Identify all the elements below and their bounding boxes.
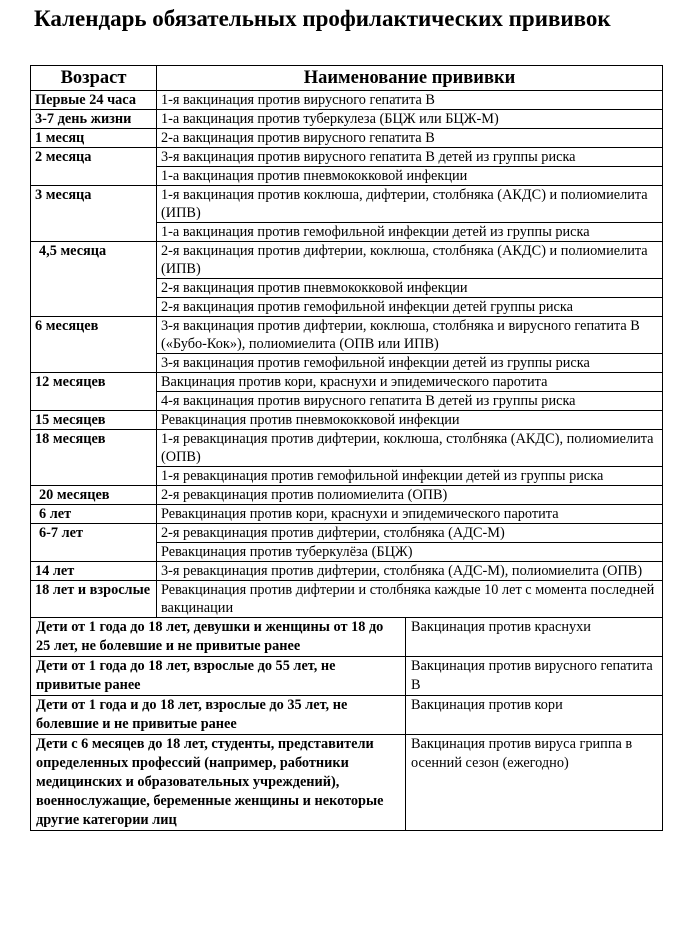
age-label: 20 месяцев xyxy=(39,487,110,503)
vaccine-cell: 1-а вакцинация против туберкулеза (БЦЖ или БЦЖ-М) xyxy=(157,110,663,129)
schedule-table xyxy=(30,65,663,618)
table-row xyxy=(31,148,663,167)
age-label: 14 лет xyxy=(35,563,75,579)
age-label: 6 месяцев xyxy=(35,318,99,334)
age-label: 18 лет и взрослые xyxy=(35,582,151,598)
table-row xyxy=(31,317,663,354)
table-row xyxy=(31,373,663,392)
group-row xyxy=(31,735,663,831)
age-cell xyxy=(31,486,157,505)
table-row xyxy=(31,91,663,110)
table-row xyxy=(31,562,663,581)
age-cell xyxy=(31,91,157,110)
special-groups-table xyxy=(30,617,663,831)
age-label: Первые 24 часа xyxy=(35,92,136,108)
vaccine-cell: Вакцинация против кори, краснухи и эпидемического паротита xyxy=(157,373,663,392)
age-cell xyxy=(31,562,157,581)
vaccine-cell: 1-а вакцинация против пневмококковой инфекции xyxy=(157,167,663,186)
table-row xyxy=(31,411,663,430)
vaccine-cell: 3-я вакцинация против гемофильной инфекции детей из группы риска xyxy=(157,354,663,373)
group-row xyxy=(31,618,663,657)
age-cell xyxy=(31,186,157,242)
vaccine-cell: Ревакцинация против пневмококковой инфекции xyxy=(157,411,663,430)
vaccine-cell: 1-я ревакцинация против дифтерии, коклюша, столбняка (АКДС), полиомиелита (ОПВ) xyxy=(157,430,663,467)
page-title: Календарь обязательных профилактических прививок xyxy=(34,6,611,31)
vaccine-cell: 3-я вакцинация против дифтерии, коклюша, столбняка и вирусного гепатита В («Бубо-Кок»), полиомиелита (ОПВ или ИПВ) xyxy=(157,317,663,354)
vaccine-cell: 2-я ревакцинация против полиомиелита (ОПВ) xyxy=(157,486,663,505)
group-row xyxy=(31,696,663,735)
table-row xyxy=(31,486,663,505)
table-row xyxy=(31,524,663,543)
age-cell xyxy=(31,148,157,186)
age-label: 12 месяцев xyxy=(35,374,106,390)
age-cell xyxy=(31,242,157,317)
group-who-cell: Дети от 1 года и до 18 лет, взрослые до 35 лет, не болевшие и не привитые ранее xyxy=(31,696,406,735)
group-who-cell: Дети от 1 года до 18 лет, взрослые до 55 лет, не привитые ранее xyxy=(31,657,406,696)
age-label: 3-7 день жизни xyxy=(35,111,132,127)
age-cell xyxy=(31,110,157,129)
age-label: 6 лет xyxy=(39,506,72,522)
header-age: Возраст xyxy=(31,66,157,91)
group-row xyxy=(31,657,663,696)
vaccine-cell: 3-я вакцинация против вирусного гепатита В детей из группы риска xyxy=(157,148,663,167)
age-label: 1 месяц xyxy=(35,130,85,146)
age-label: 3 месяца xyxy=(35,187,92,203)
vaccine-cell: 3-я ревакцинация против дифтерии, столбняка (АДС-М), полиомиелита (ОПВ) xyxy=(157,562,663,581)
age-label: 18 месяцев xyxy=(35,431,106,447)
table-row xyxy=(31,242,663,279)
group-vaccine-cell: Вакцинация против вируса гриппа в осенний сезон (ежегодно) xyxy=(406,735,663,831)
group-who-cell: Дети с 6 месяцев до 18 лет, студенты, представители определенных профессий (например, работники медицинских и образовательных учреждений), военнослужащие, беременные женщины и некоторые другие категории лиц xyxy=(31,735,406,831)
table-row xyxy=(31,186,663,223)
vaccine-cell: 2-я вакцинация против пневмококковой инфекции xyxy=(157,279,663,298)
header-vaccine-name: Наименование прививки xyxy=(157,66,663,91)
vaccine-cell: 4-я вакцинация против вирусного гепатита В детей из группы риска xyxy=(157,392,663,411)
vaccine-cell: 2-а вакцинация против вирусного гепатита В xyxy=(157,129,663,148)
age-cell xyxy=(31,524,157,562)
age-cell xyxy=(31,581,157,618)
age-cell xyxy=(31,317,157,373)
age-cell xyxy=(31,129,157,148)
age-label: 2 месяца xyxy=(35,149,92,165)
vaccine-cell: Ревакцинация против дифтерии и столбняка каждые 10 лет с момента последней вакцинации xyxy=(157,581,663,618)
vaccine-cell: 1-а вакцинация против гемофильной инфекции детей из группы риска xyxy=(157,223,663,242)
age-label: 6-7 лет xyxy=(39,525,84,541)
group-who-cell: Дети от 1 года до 18 лет, девушки и женщины от 18 до 25 лет, не болевшие и не привитые ранее xyxy=(31,618,406,657)
age-label: 4,5 месяца xyxy=(39,243,107,259)
header-row xyxy=(31,66,663,91)
table-row xyxy=(31,430,663,467)
vaccine-cell: Ревакцинация против кори, краснухи и эпидемического паротита xyxy=(157,505,663,524)
vaccine-cell: Ревакцинация против туберкулёза (БЦЖ) xyxy=(157,543,663,562)
vaccine-cell: 1-я вакцинация против вирусного гепатита В xyxy=(157,91,663,110)
vaccine-cell: 2-я вакцинация против гемофильной инфекции детей группы риска xyxy=(157,298,663,317)
age-cell xyxy=(31,430,157,486)
table-row xyxy=(31,505,663,524)
vaccine-cell: 1-я вакцинация против коклюша, дифтерии, столбняка (АКДС) и полиомиелита (ИПВ) xyxy=(157,186,663,223)
group-vaccine-cell: Вакцинация против кори xyxy=(406,696,663,735)
vaccine-cell: 2-я ревакцинация против дифтерии, столбняка (АДС-М) xyxy=(157,524,663,543)
age-cell xyxy=(31,505,157,524)
table-row xyxy=(31,110,663,129)
vaccine-cell: 2-я вакцинация против дифтерии, коклюша, столбняка (АКДС) и полиомиелита (ИПВ) xyxy=(157,242,663,279)
age-cell xyxy=(31,373,157,411)
age-cell xyxy=(31,411,157,430)
vaccine-cell: 1-я ревакцинация против гемофильной инфекции детей из группы риска xyxy=(157,467,663,486)
group-vaccine-cell: Вакцинация против краснухи xyxy=(406,618,663,657)
table-row xyxy=(31,581,663,618)
age-label: 15 месяцев xyxy=(35,412,106,428)
table-row xyxy=(31,129,663,148)
group-vaccine-cell: Вакцинация против вирусного гепатита В xyxy=(406,657,663,696)
